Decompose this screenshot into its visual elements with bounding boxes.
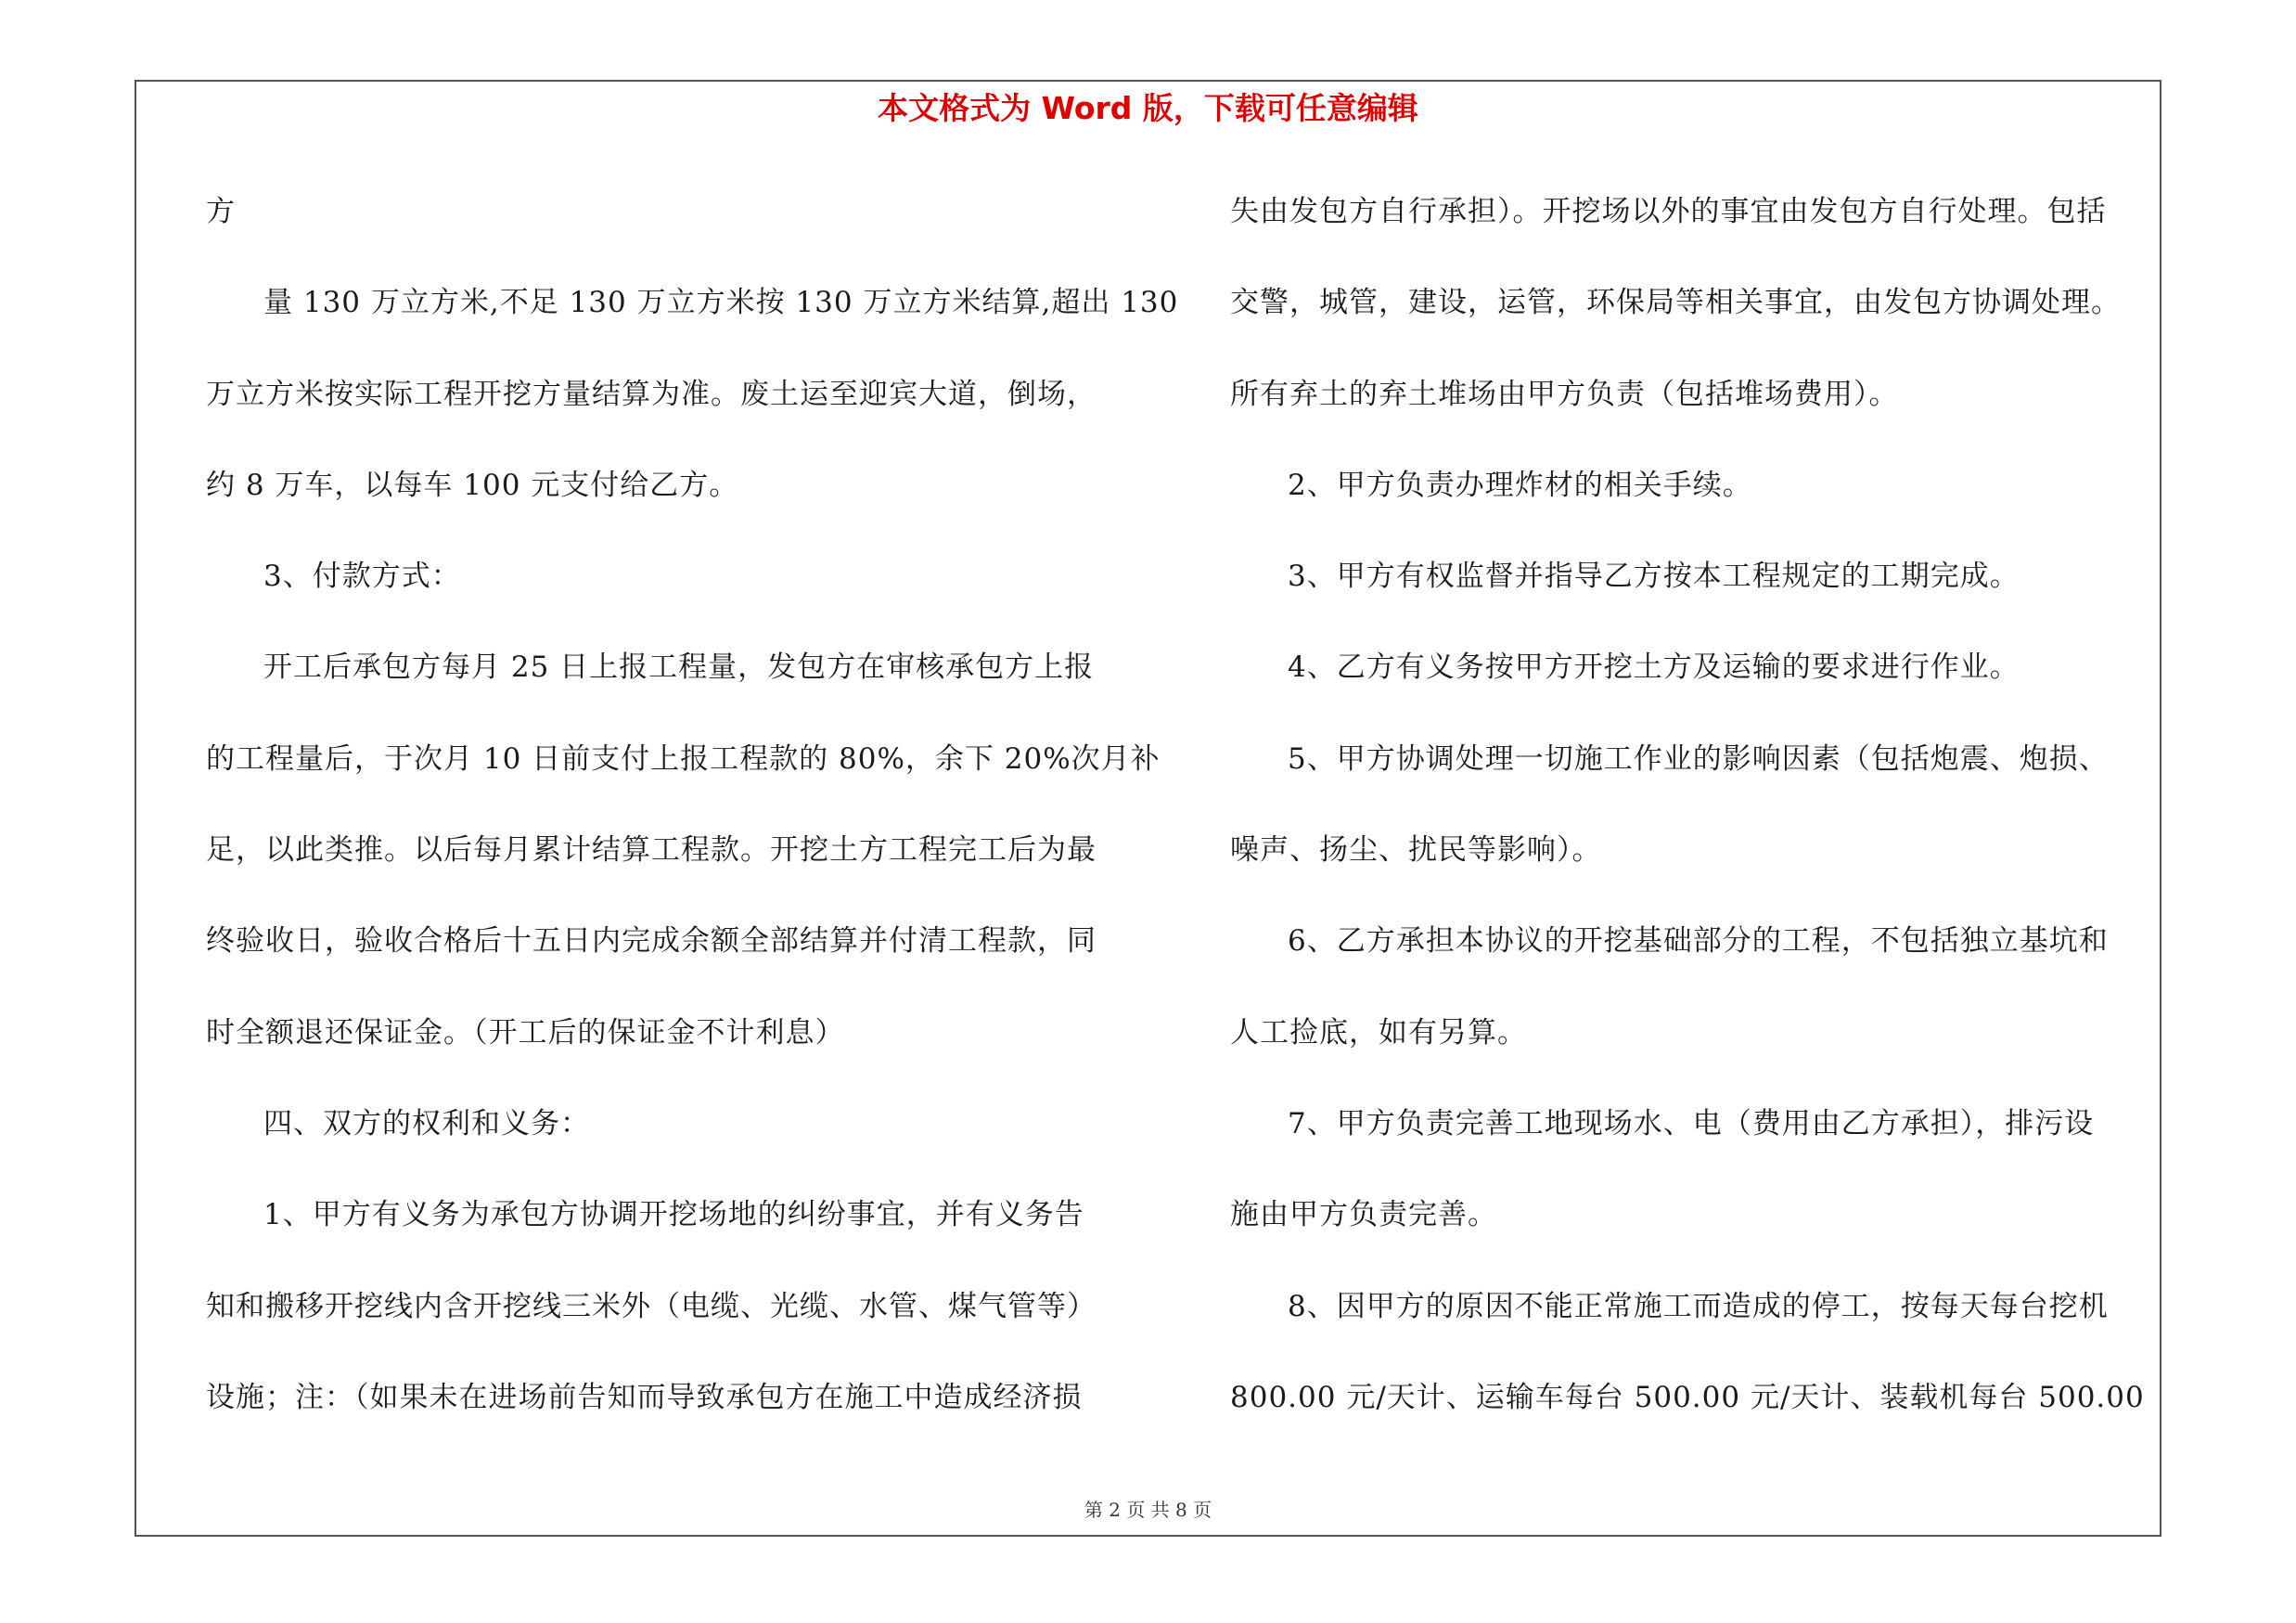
text-line: 800.00 元/天计、运输车每台 500.00 元/天计、装载机每台 500.00 [1230,1380,2145,1414]
text-line: 7、甲方负责完善工地现场水、电（费用由乙方承担），排污设 [1288,1106,2095,1140]
text-line: 3、付款方式： [263,560,461,594]
text-line: 约 8 万车，以每车 100 元支付给乙方。 [206,468,739,502]
text-line: 终验收日，验收合格后十五日内完成余额全部结算并付清工程款，同 [206,924,1097,959]
text-line: 知和搬移开挖线内含开挖线三米外（电缆、光缆、水管、煤气管等） [206,1289,1097,1323]
text-line: 足，以此类推。以后每月累计结算工程款。开挖土方工程完工后为最 [206,833,1097,868]
text-line: 设施；注：（如果未在进场前告知而导致承包方在施工中造成经济损 [206,1380,1083,1414]
text-line: 5、甲方协调处理一切施工作业的影响因素（包括炮震、炮损、 [1288,741,2109,776]
text-line: 噪声、扬尘、扰民等影响）。 [1230,833,1602,868]
text-line: 人工捡底，如有另算。 [1230,1015,1527,1050]
text-line: 开工后承包方每月 25 日上报工程量，发包方在审核承包方上报 [263,650,1095,685]
left-text-column [206,186,1179,1462]
format-banner: 本文格式为 Word 版，下载可任意编辑 [878,90,1418,126]
right-text-column [1230,186,2195,1462]
text-line: 量 130 万立方米,不足 130 万立方米按 130 万立方米结算,超出 130 [263,286,1179,320]
text-line: 交警，城管，建设，运管，环保局等相关事宜，由发包方协调处理。 [1230,286,2121,320]
text-line: 时全额退还保证金。（开工后的保证金不计利息） [206,1015,845,1050]
text-line: 的工程量后，于次月 10 日前支付上报工程款的 80%，余下 20%次月补 [206,741,1161,776]
text-line: 6、乙方承担本协议的开挖基础部分的工程，不包括独立基坑和 [1288,924,2109,959]
text-line: 失由发包方自行承担）。开挖场以外的事宜由发包方自行处理。包括 [1230,195,2107,228]
text-line: 4、乙方有义务按甲方开挖土方及运输的要求进行作业。 [1288,650,2020,685]
text-line: 2、甲方负责办理炸材的相关手续。 [1288,468,1752,502]
page-number-footer: 第 2 页 共 8 页 [1084,1499,1212,1521]
text-line: 施由甲方负责完善。 [1230,1198,1497,1232]
text-line: 1、甲方有义务为承包方协调开挖场地的纠纷事宜，并有义务告 [263,1198,1084,1232]
text-line: 方 [206,195,236,228]
text-line: 四、双方的权利和义务： [263,1106,590,1140]
text-line: 万立方米按实际工程开挖方量结算为准。废土运至迎宾大道，倒场， [206,377,1097,411]
text-line: 所有弃土的弃土堆场由甲方负责（包括堆场费用）。 [1230,377,1899,411]
text-line: 3、甲方有权监督并指导乙方按本工程规定的工期完成。 [1288,560,2020,594]
text-line: 8、因甲方的原因不能正常施工而造成的停工，按每天每台挖机 [1288,1289,2109,1323]
